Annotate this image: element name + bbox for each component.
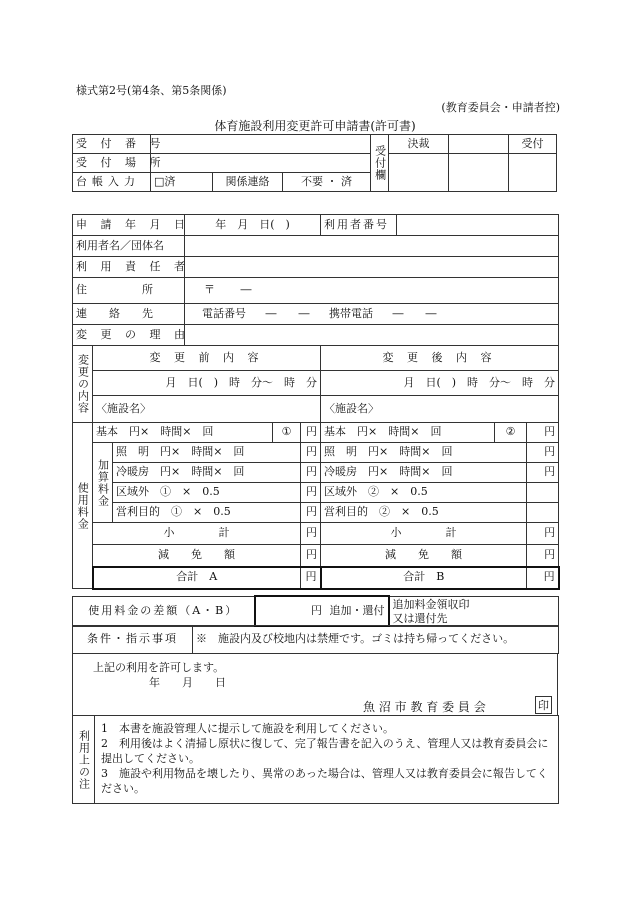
heat-before[interactable] xyxy=(113,463,301,483)
approval-blank xyxy=(449,135,509,154)
subtotal-after-label: 小 計 xyxy=(321,523,527,545)
after-content-label: 変 更 後 内 容 xyxy=(321,346,559,371)
fee-difference-yen: 円 xyxy=(311,603,322,617)
light-calc-after: 円× 時間× 回 xyxy=(368,445,453,459)
heat-calc-after: 円× 時間× 回 xyxy=(368,465,453,479)
manager-field[interactable] xyxy=(185,257,559,278)
user-name-label: 利用者名／団体名 xyxy=(73,236,185,257)
light-calc-before: 円× 時間× 回 xyxy=(160,445,245,459)
area-calc-after: ② × 0.5 xyxy=(368,485,428,499)
fee-difference-option[interactable]: 追加・還付 xyxy=(329,603,385,617)
user-number-label: 利用者番号 xyxy=(321,215,397,236)
permission-date: 年 月 日 xyxy=(149,676,226,689)
fee-section-label: 使用料金 xyxy=(73,423,93,589)
relation-contact-value[interactable]: 不要 ・ 済 xyxy=(283,173,371,192)
facility-after-field[interactable]: 〈施設名〉 xyxy=(321,396,559,423)
subtotal-before-label: 小 計 xyxy=(93,523,301,545)
manager-label: 利 用 責 任 者 xyxy=(73,257,185,278)
conditions-table xyxy=(72,625,559,654)
basic-before-yen: 円 xyxy=(301,423,321,443)
notes-table xyxy=(72,715,559,804)
additional-receipt-label: 追加料金領収印又は還付先 xyxy=(392,597,470,625)
change-reason-label: 変 更 の 理 由 xyxy=(73,325,185,346)
user-number-field[interactable] xyxy=(397,215,559,236)
light-before[interactable] xyxy=(113,443,301,463)
issuer-seal: 印 xyxy=(535,696,552,714)
basic-label-after: 基本 xyxy=(324,425,347,439)
note-item: 3 施設や利用物品を壊したり、異常のあった場合は、管理人又は教育委員会に報告してください。 xyxy=(101,767,548,795)
facility-before-field[interactable]: 〈施設名〉 xyxy=(93,396,321,423)
conditions-label: 条件・指示事項 xyxy=(73,626,193,654)
heat-after[interactable] xyxy=(321,463,527,483)
basic-label: 基本 xyxy=(96,425,118,439)
reception-place-label: 受 付 場 所 xyxy=(73,154,151,173)
basic-calc-before: 円× 時間× 回 xyxy=(129,425,214,439)
heat-label: 冷暖房 xyxy=(116,465,149,479)
additional-receipt-box[interactable] xyxy=(389,596,559,626)
ledger-entry-check[interactable]: □済 xyxy=(151,173,213,192)
address-field[interactable] xyxy=(185,278,559,304)
light-after[interactable] xyxy=(321,443,527,463)
light-label-after: 照 明 xyxy=(324,445,358,459)
reception-number-label: 受 付 番 号 xyxy=(73,135,151,154)
permission-text: 上記の利用を許可します。 xyxy=(93,661,225,674)
phone-label: 電話番号 xyxy=(202,306,247,320)
phone-dashes: ― ― xyxy=(265,306,310,320)
basic-calc-after: 円× 時間× 回 xyxy=(357,425,442,439)
basic-before[interactable] xyxy=(93,423,273,443)
form-title: 体育施設利用変更許可申請書(許可書) xyxy=(214,119,416,133)
profit-before-yen: 円 xyxy=(301,503,321,523)
profit-label: 営利目的 xyxy=(116,505,160,519)
reception-table xyxy=(72,134,557,192)
contact-field[interactable] xyxy=(185,304,559,325)
change-section-label: 変更の内容 xyxy=(73,346,93,423)
basic-after-no: ② xyxy=(495,423,527,443)
discount-before-yen: 円 xyxy=(301,545,321,567)
heat-calc-before: 円× 時間× 回 xyxy=(160,465,245,479)
area-after[interactable] xyxy=(321,483,527,503)
basic-before-no: ① xyxy=(273,423,301,443)
profit-label-after: 営利目的 xyxy=(324,505,369,519)
mobile-label: 携帯電話 xyxy=(329,306,374,320)
receipt-stamp-box xyxy=(509,154,557,192)
user-name-field[interactable] xyxy=(185,236,559,257)
issuer-name: 魚 沼 市 教 育 委 員 会 xyxy=(363,700,486,714)
address-label: 住 所 xyxy=(73,278,185,304)
heat-after-yen: 円 xyxy=(527,463,559,483)
time-before-field[interactable]: 月 日( ) 時 分～ 時 分 xyxy=(93,371,321,396)
conditions-text: ※ 施設内及び校地内は禁煙です。ゴミは持ち帰ってください。 xyxy=(193,626,559,654)
reception-number-field[interactable] xyxy=(151,135,371,154)
application-table xyxy=(72,214,560,590)
application-date-label: 申 請 年 月 日 xyxy=(73,215,185,236)
subtotal-before-yen: 円 xyxy=(301,523,321,545)
before-content-label: 変 更 前 内 容 xyxy=(93,346,321,371)
profit-calc-before: ① × 0.5 xyxy=(171,505,231,519)
profit-after-blank xyxy=(527,503,559,523)
relation-contact-label: 関係連絡 xyxy=(213,173,283,192)
area-calc-before: ① × 0.5 xyxy=(160,485,220,499)
notes-content xyxy=(95,716,559,804)
fee-difference-field[interactable] xyxy=(255,596,389,626)
area-before-yen: 円 xyxy=(301,483,321,503)
discount-before-label: 減 免 額 xyxy=(93,545,301,567)
postal-mark: 〒 xyxy=(204,283,216,297)
receipt-label: 受付 xyxy=(509,135,557,154)
difference-table xyxy=(72,595,559,627)
total-a-yen: 円 xyxy=(301,567,321,589)
total-b-yen: 円 xyxy=(527,567,559,589)
permission-block xyxy=(72,653,558,716)
light-label: 照 明 xyxy=(116,445,149,459)
area-label-after: 区域外 xyxy=(324,485,358,499)
copy-type: (教育委員会・申請者控) xyxy=(441,101,560,114)
approval-stamp-box-2 xyxy=(449,154,509,192)
reception-place-field[interactable] xyxy=(151,154,371,173)
total-b-label: 合計 B xyxy=(321,567,527,589)
contact-label: 連 絡 先 xyxy=(73,304,185,325)
time-after-field[interactable]: 月 日( ) 時 分～ 時 分 xyxy=(321,371,559,396)
basic-after[interactable] xyxy=(321,423,495,443)
heat-before-yen: 円 xyxy=(301,463,321,483)
discount-after-label: 減 免 額 xyxy=(321,545,527,567)
heat-label-after: 冷暖房 xyxy=(324,465,358,479)
profit-calc-after: ② × 0.5 xyxy=(379,505,439,519)
basic-after-yen: 円 xyxy=(527,423,559,443)
notes-label: 利用上の注 xyxy=(73,716,95,804)
note-item: 2 利用後はよく清掃し原状に復して、完了報告書を記入のうえ、管理人又は教育委員会に提出してください。 xyxy=(101,737,549,765)
fee-difference-label: 使用料金の差額（A・B） xyxy=(73,596,255,626)
change-reason-field[interactable] xyxy=(185,325,559,346)
form-number: 様式第2号(第4条、第5条関係) xyxy=(76,84,227,97)
note-item: 1 本書を施設管理人に提示して施設を利用してください。 xyxy=(101,722,394,735)
area-after-blank xyxy=(527,483,559,503)
application-date-field[interactable]: 年 月 日( ) xyxy=(185,215,321,236)
light-before-yen: 円 xyxy=(301,443,321,463)
reception-stamp-column-label: 受付欄 xyxy=(371,135,389,192)
postal-dash: ― xyxy=(240,283,252,297)
discount-after-yen: 円 xyxy=(527,545,559,567)
profit-before[interactable] xyxy=(113,503,301,523)
area-before[interactable] xyxy=(113,483,301,503)
ledger-entry-label: 台帳入力 xyxy=(73,173,151,192)
total-a-label: 合計 A xyxy=(93,567,301,589)
area-label: 区域外 xyxy=(116,485,149,499)
approval-stamp-box xyxy=(389,154,449,192)
mobile-dashes: ― ― xyxy=(392,306,437,320)
add-fee-label: 加算料金 xyxy=(93,443,113,523)
light-after-yen: 円 xyxy=(527,443,559,463)
profit-after[interactable] xyxy=(321,503,527,523)
approval-label: 決裁 xyxy=(389,135,449,154)
subtotal-after-yen: 円 xyxy=(527,523,559,545)
